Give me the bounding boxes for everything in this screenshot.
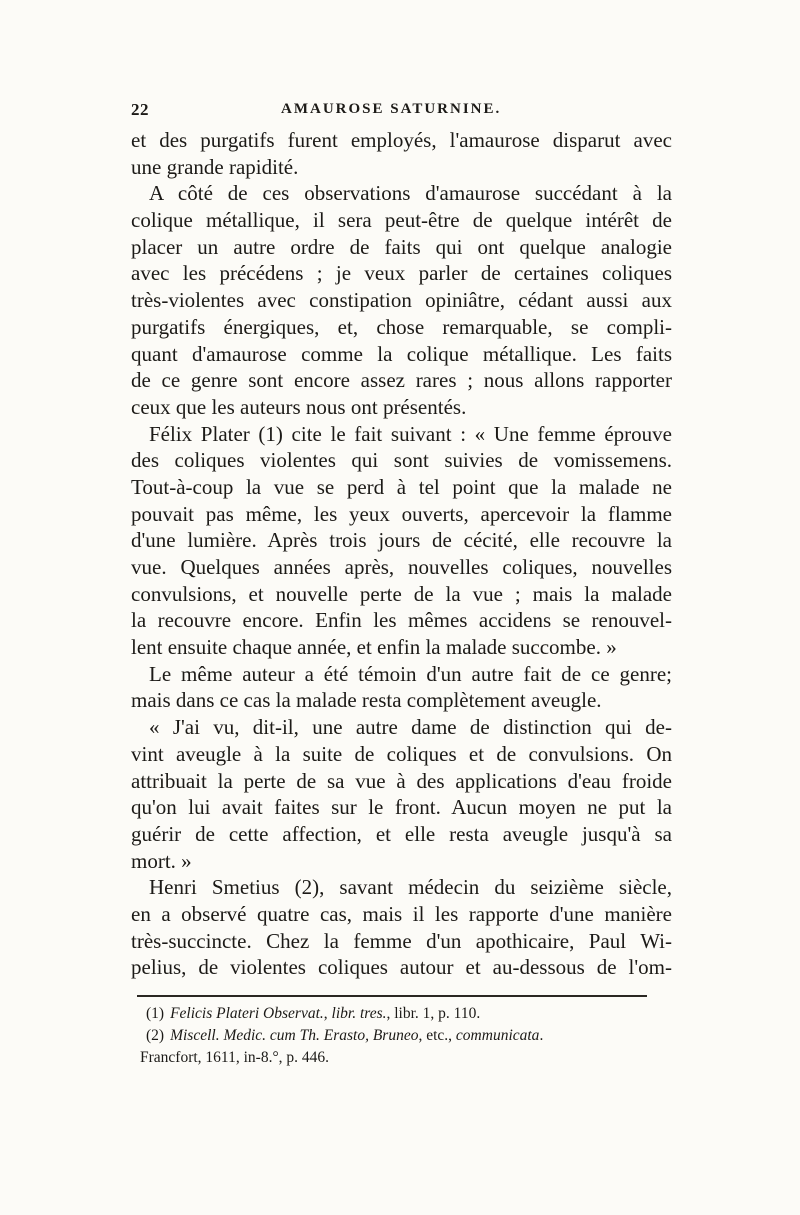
text-line: qu'on lui avait faites sur le front. Aucun moyen ne put la	[131, 795, 672, 820]
text-line: guérir de cette affection, et elle resta aveugle jusqu'à sa	[131, 821, 672, 846]
footnote-text: Francfort, 1611, in-8.°, p. 446.	[140, 1049, 330, 1066]
page-header	[131, 100, 672, 124]
footnote-line	[140, 1025, 660, 1047]
text-line: très-succincte. Chez la femme d'un apothicaire, Paul Wi-	[131, 928, 672, 953]
footnote-text: .	[539, 1027, 544, 1044]
text-line: très-violentes avec constipation opiniâtre, cédant aussi aux	[131, 288, 672, 313]
text-line: A côté de ces observations d'amaurose succédant à la	[149, 181, 672, 206]
footnote-mark: (1)	[146, 1005, 165, 1022]
text-line: une grande rapidité.	[131, 154, 299, 179]
text-line: « J'ai vu, dit-il, une autre dame de distinction qui de-	[149, 715, 672, 740]
text-line: avec les précédens ; je veux parler de certaines coliques	[131, 261, 672, 286]
footnote-separator: , etc.,	[418, 1027, 456, 1044]
page-number: 22	[131, 100, 149, 119]
footnote-title: Felicis Plateri Observat.	[170, 1005, 324, 1022]
text-line: colique métallique, il sera peut-être de quelque intérêt de	[131, 208, 672, 233]
text-line: attribuait la perte de sa vue à des applications d'eau froide	[131, 768, 672, 793]
footnote-rule	[137, 995, 647, 997]
text-line: pelius, de violentes coliques autour et au-dessous de l'om-	[131, 955, 672, 980]
footnote-title: Miscell. Medic. cum Th. Erasto, Bruneo	[170, 1027, 419, 1044]
footnote-line	[140, 1047, 660, 1069]
text-line: vue. Quelques années après, nouvelles coliques, nouvelles	[131, 555, 672, 579]
footnote-title-secondary: libr. tres.	[331, 1005, 387, 1022]
text-line: la recouvre encore. Enfin les mêmes accidens se renouvel-	[131, 608, 672, 633]
text-line: vint aveugle à la suite de coliques et de convulsions. On	[131, 741, 672, 766]
footnote-separator: ,	[323, 1005, 332, 1022]
footnote-mark: (2)	[146, 1027, 165, 1044]
text-line: pouvait pas même, les yeux ouverts, apercevoir la flamme	[131, 501, 672, 526]
text-line: convulsions, et nouvelle perte de la vue ; mais la malade	[131, 581, 672, 606]
text-line: quant d'amaurose comme la colique métallique. Les faits	[131, 341, 672, 366]
footnote-title-secondary: communicata	[455, 1027, 540, 1044]
text-line: ceux que les auteurs nous ont présentés.	[131, 394, 467, 419]
footnote-line	[140, 1003, 660, 1025]
text-line: purgatifs énergiques, et, chose remarquable, se compli-	[131, 314, 672, 339]
running-head: AMAUROSE SATURNINE.	[281, 101, 502, 117]
text-line: Tout-à-coup la vue se perd à tel point que la malade ne	[131, 474, 672, 499]
text-line: Félix Plater (1) cite le fait suivant : « Une femme éprouve	[149, 421, 672, 446]
text-line: et des purgatifs furent employés, l'amaurose disparut avec	[131, 128, 672, 152]
text-line: d'une lumière. Après trois jours de cécité, elle recouvre la	[131, 528, 672, 553]
text-line: Le même auteur a été témoin d'un autre fait de ce genre;	[149, 661, 672, 686]
body-text	[131, 127, 672, 981]
text-line: placer un autre ordre de faits qui ont quelque analogie	[131, 234, 672, 259]
text-line: mais dans ce cas la malade resta complètement aveugle.	[131, 688, 602, 713]
text-line: en a observé quatre cas, mais il les rapporte d'une manière	[131, 901, 672, 926]
text-line: lent ensuite chaque année, et enfin la malade succombe. »	[131, 635, 617, 660]
footnotes	[140, 1003, 660, 1069]
text-line: Henri Smetius (2), savant médecin du seizième siècle,	[149, 875, 672, 900]
footnote-text: , libr. 1, p. 110.	[386, 1005, 481, 1022]
text-line: mort. »	[131, 848, 192, 873]
text-line: de ce genre sont encore assez rares ; nous allons rapporter	[131, 368, 672, 393]
text-line: des coliques violentes qui sont suivies de vomissemens.	[131, 448, 672, 473]
